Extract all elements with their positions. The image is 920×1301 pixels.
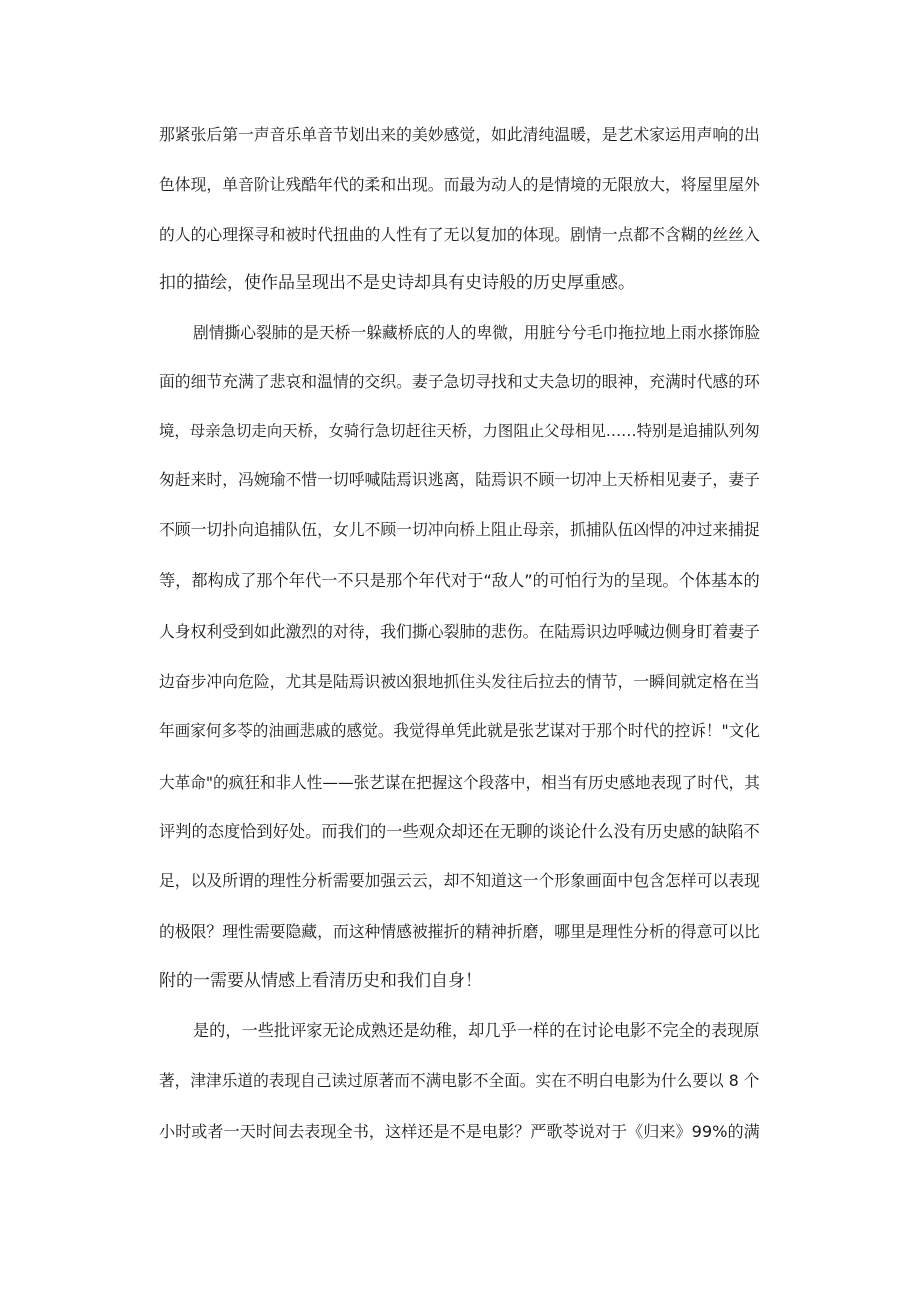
text-line	[0, 120, 920, 150]
text-line	[0, 1066, 920, 1096]
text-line-content: 评判的态度恰到好处。而我们的一些观众却还在无聊的谈论什么没有历史感的缺陷不	[159, 822, 760, 841]
text-line-content: 著，津津乐道的表现自己读过原著而不满电影不全面。实在不明白电影为什么要以 8 个	[159, 1071, 760, 1090]
text-line	[0, 716, 920, 746]
text-line-content: 境，母亲急切走向天桥，女骑行急切赶往天桥，力图阻止父母相见……特别是追捕队列匆	[159, 422, 760, 440]
text-line	[0, 768, 920, 798]
text-line-content: 是的，一些批评家无论成熟还是幼稚，却几乎一样的在讨论电影不完全的表现原	[193, 1021, 760, 1040]
text-line-content: 匆赶来时，冯婉瑜不惜一切呼喊陆焉识逃离，陆焉识不顾一切冲上天桥相见妻子，妻子	[159, 470, 760, 489]
text-line	[0, 268, 920, 298]
text-line-content: 附的一需要从情感上看清历史和我们自身！	[159, 971, 482, 991]
text-line	[0, 817, 920, 847]
text-line	[0, 1117, 920, 1147]
text-line-content: 的人的心理探寻和被时代扭曲的人性有了无以复加的体现。剧情一点都不含糊的丝丝入	[159, 225, 760, 244]
text-line-content: 足，以及所谓的理性分析需要加强云云，却不知道这一个形象画面中包含怎样可以表现	[159, 871, 760, 890]
text-line	[0, 917, 920, 947]
text-line	[0, 566, 920, 596]
text-line-content: 不顾一切扑向追捕队伍，女儿不顾一切冲向桥上阻止母亲，抓捕队伍凶悍的冲过来捕捉	[159, 520, 760, 539]
text-line-content: 那紧张后第一声音乐单音节划出来的美妙感觉，如此清纯温暖，是艺术家运用声响的出	[159, 125, 760, 144]
text-line	[0, 515, 920, 545]
text-line	[0, 617, 920, 647]
text-line-content: 人身权利受到如此激烈的对待，我们撕心裂肺的悲伤。在陆焉识边呼喊边侧身盯着妻子	[159, 622, 760, 641]
text-line	[0, 220, 920, 250]
text-line	[0, 416, 920, 446]
text-line-content: 年画家何多苓的油画悲戚的感觉。我觉得单凭此就是张艺谋对于那个时代的控诉！"文化	[159, 721, 760, 740]
text-line	[0, 170, 920, 200]
text-line-content: 等，都构成了那个年代一不只是那个年代对于“敌人”的可怕行为的呈现。个体基本的	[159, 571, 760, 590]
text-line-content: 的极限？理性需要隐藏，而这种情感被摧折的精神折磨，哪里是理性分析的得意可以比	[159, 922, 760, 941]
text-line-content: 边奋步冲向危险，尤其是陆焉识被凶狠地抓住头发往后拉去的情节，一瞬间就定格在当	[159, 672, 760, 691]
text-line	[0, 318, 920, 348]
text-line	[0, 866, 920, 896]
text-line-content: 大革命"的疯狂和非人性——张艺谋在把握这个段落中，相当有历史感地表现了时代，其	[159, 773, 760, 792]
text-line-content: 扣的描绘，使作品呈现出不是史诗却具有史诗般的历史厚重感。	[159, 273, 635, 293]
text-line	[0, 465, 920, 495]
text-line	[0, 367, 920, 397]
text-line	[0, 1016, 920, 1046]
text-line	[0, 667, 920, 697]
text-line-content: 小时或者一天时间去表现全书，这样还是不是电影？严歌苓说对于《归来》99%的满	[159, 1122, 760, 1141]
text-line-content: 剧情撕心裂肺的是天桥一躲藏桥底的人的卑微，用脏兮兮毛巾拖拉地上雨水搽饰脸	[193, 323, 760, 342]
text-line	[0, 966, 920, 996]
text-line-content: 面的细节充满了悲哀和温情的交织。妻子急切寻找和丈夫急切的眼神，充满时代感的环	[159, 372, 760, 391]
text-line-content: 色体现，单音阶让残酷年代的柔和出现。而最为动人的是情境的无限放大，将屋里屋外	[159, 175, 760, 194]
